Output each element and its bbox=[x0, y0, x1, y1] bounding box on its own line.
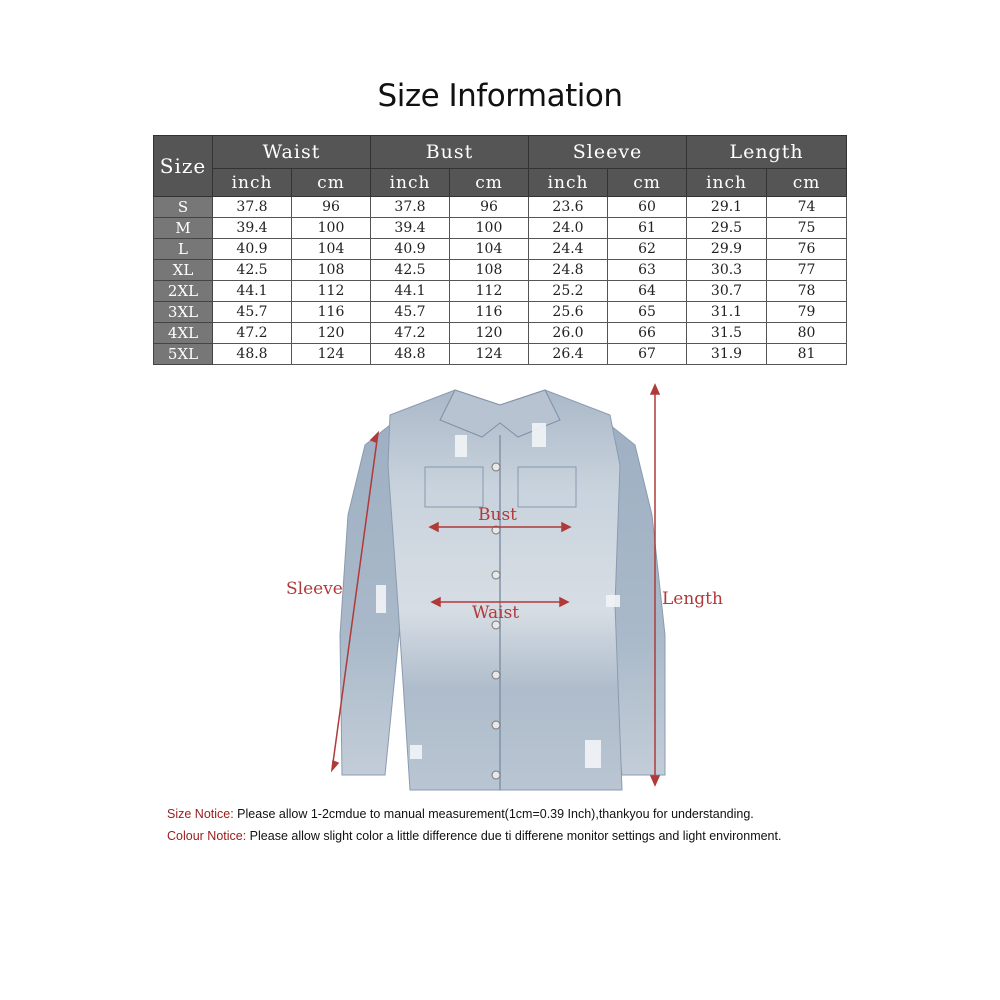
unit-header-inch: inch bbox=[529, 169, 608, 197]
measurement-cell: 42.5 bbox=[371, 260, 450, 281]
table-row bbox=[154, 260, 847, 281]
size-chart-table bbox=[153, 135, 847, 365]
measurement-cell: 48.8 bbox=[371, 344, 450, 365]
measurement-cell: 23.6 bbox=[529, 197, 608, 218]
measurement-cell: 120 bbox=[450, 323, 529, 344]
measurement-cell: 62 bbox=[608, 239, 687, 260]
table-row bbox=[154, 218, 847, 239]
colour-notice-text: Please allow slight color a little difference due ti differene monitor settings and light environment. bbox=[246, 829, 782, 843]
bust-label: Bust bbox=[478, 505, 517, 525]
measurement-cell: 124 bbox=[450, 344, 529, 365]
measurement-cell: 67 bbox=[608, 344, 687, 365]
measurement-cell: 79 bbox=[767, 302, 847, 323]
measurement-cell: 39.4 bbox=[213, 218, 292, 239]
measurement-cell: 77 bbox=[767, 260, 847, 281]
measurement-cell: 112 bbox=[292, 281, 371, 302]
measurement-cell: 116 bbox=[450, 302, 529, 323]
waist-header: Waist bbox=[213, 136, 371, 169]
measurement-cell: 26.4 bbox=[529, 344, 608, 365]
jacket-body bbox=[388, 390, 622, 790]
size-cell: 2XL bbox=[154, 281, 213, 302]
measurement-cell: 64 bbox=[608, 281, 687, 302]
measurement-cell: 124 bbox=[292, 344, 371, 365]
measurement-cell: 25.6 bbox=[529, 302, 608, 323]
size-cell: XL bbox=[154, 260, 213, 281]
measurement-cell: 104 bbox=[292, 239, 371, 260]
measurement-cell: 120 bbox=[292, 323, 371, 344]
measurement-cell: 81 bbox=[767, 344, 847, 365]
measurement-cell: 112 bbox=[450, 281, 529, 302]
measurement-cell: 96 bbox=[292, 197, 371, 218]
unit-header-cm: cm bbox=[450, 169, 529, 197]
measurement-cell: 31.9 bbox=[687, 344, 767, 365]
measurement-cell: 100 bbox=[450, 218, 529, 239]
size-cell: M bbox=[154, 218, 213, 239]
measurement-cell: 40.9 bbox=[371, 239, 450, 260]
size-cell: 3XL bbox=[154, 302, 213, 323]
measurement-cell: 76 bbox=[767, 239, 847, 260]
measurement-cell: 37.8 bbox=[213, 197, 292, 218]
size-cell: 5XL bbox=[154, 344, 213, 365]
measurement-cell: 100 bbox=[292, 218, 371, 239]
measurement-cell: 66 bbox=[608, 323, 687, 344]
colour-notice bbox=[167, 829, 781, 843]
measurement-cell: 42.5 bbox=[213, 260, 292, 281]
measurement-cell: 108 bbox=[292, 260, 371, 281]
size-notice-text: Please allow 1-2cmdue to manual measurement(1cm=0.39 Inch),thankyou for understanding. bbox=[233, 807, 754, 821]
measurement-cell: 24.4 bbox=[529, 239, 608, 260]
measurement-cell: 47.2 bbox=[213, 323, 292, 344]
measurement-cell: 80 bbox=[767, 323, 847, 344]
measurement-cell: 61 bbox=[608, 218, 687, 239]
measurement-cell: 104 bbox=[450, 239, 529, 260]
sleeve-header: Sleeve bbox=[529, 136, 687, 169]
unit-header-cm: cm bbox=[292, 169, 371, 197]
unit-header-inch: inch bbox=[371, 169, 450, 197]
size-cell: S bbox=[154, 197, 213, 218]
measurement-cell: 24.0 bbox=[529, 218, 608, 239]
waist-label: Waist bbox=[472, 603, 520, 623]
measurement-cell: 47.2 bbox=[371, 323, 450, 344]
length-label: Length bbox=[662, 589, 723, 609]
table-row bbox=[154, 281, 847, 302]
table-row bbox=[154, 239, 847, 260]
table-row bbox=[154, 323, 847, 344]
measurement-cell: 74 bbox=[767, 197, 847, 218]
table-row bbox=[154, 344, 847, 365]
measurement-cell: 44.1 bbox=[213, 281, 292, 302]
bust-header: Bust bbox=[371, 136, 529, 169]
table-row bbox=[154, 302, 847, 323]
measurement-cell: 60 bbox=[608, 197, 687, 218]
measurement-cell: 29.9 bbox=[687, 239, 767, 260]
measurement-cell: 40.9 bbox=[213, 239, 292, 260]
measurement-cell: 24.8 bbox=[529, 260, 608, 281]
size-notice bbox=[167, 807, 754, 821]
measurement-cell: 108 bbox=[450, 260, 529, 281]
size-table-body bbox=[154, 197, 847, 365]
unit-header-inch: inch bbox=[213, 169, 292, 197]
measurement-cell: 30.3 bbox=[687, 260, 767, 281]
measurement-cell: 37.8 bbox=[371, 197, 450, 218]
measurement-cell: 48.8 bbox=[213, 344, 292, 365]
measurement-cell: 26.0 bbox=[529, 323, 608, 344]
measurement-cell: 65 bbox=[608, 302, 687, 323]
measurement-cell: 45.7 bbox=[213, 302, 292, 323]
measurement-cell: 96 bbox=[450, 197, 529, 218]
table-row bbox=[154, 197, 847, 218]
measurement-cell: 31.5 bbox=[687, 323, 767, 344]
measurement-cell: 39.4 bbox=[371, 218, 450, 239]
page-title: Size Information bbox=[377, 78, 623, 114]
measurement-cell: 78 bbox=[767, 281, 847, 302]
measurement-cell: 75 bbox=[767, 218, 847, 239]
size-cell: 4XL bbox=[154, 323, 213, 344]
measurement-cell: 116 bbox=[292, 302, 371, 323]
measurement-cell: 25.2 bbox=[529, 281, 608, 302]
measurement-cell: 31.1 bbox=[687, 302, 767, 323]
unit-header-cm: cm bbox=[767, 169, 847, 197]
measurement-cell: 63 bbox=[608, 260, 687, 281]
sleeve-label: Sleeve bbox=[286, 579, 343, 599]
size-column-header: Size bbox=[154, 136, 213, 197]
measurement-cell: 29.1 bbox=[687, 197, 767, 218]
measurement-cell: 44.1 bbox=[371, 281, 450, 302]
size-cell: L bbox=[154, 239, 213, 260]
measurement-cell: 45.7 bbox=[371, 302, 450, 323]
length-header: Length bbox=[687, 136, 847, 169]
measurement-cell: 29.5 bbox=[687, 218, 767, 239]
unit-header-inch: inch bbox=[687, 169, 767, 197]
unit-header-cm: cm bbox=[608, 169, 687, 197]
size-notice-label: Size Notice: bbox=[167, 807, 234, 821]
measurement-cell: 30.7 bbox=[687, 281, 767, 302]
colour-notice-label: Colour Notice: bbox=[167, 829, 247, 843]
